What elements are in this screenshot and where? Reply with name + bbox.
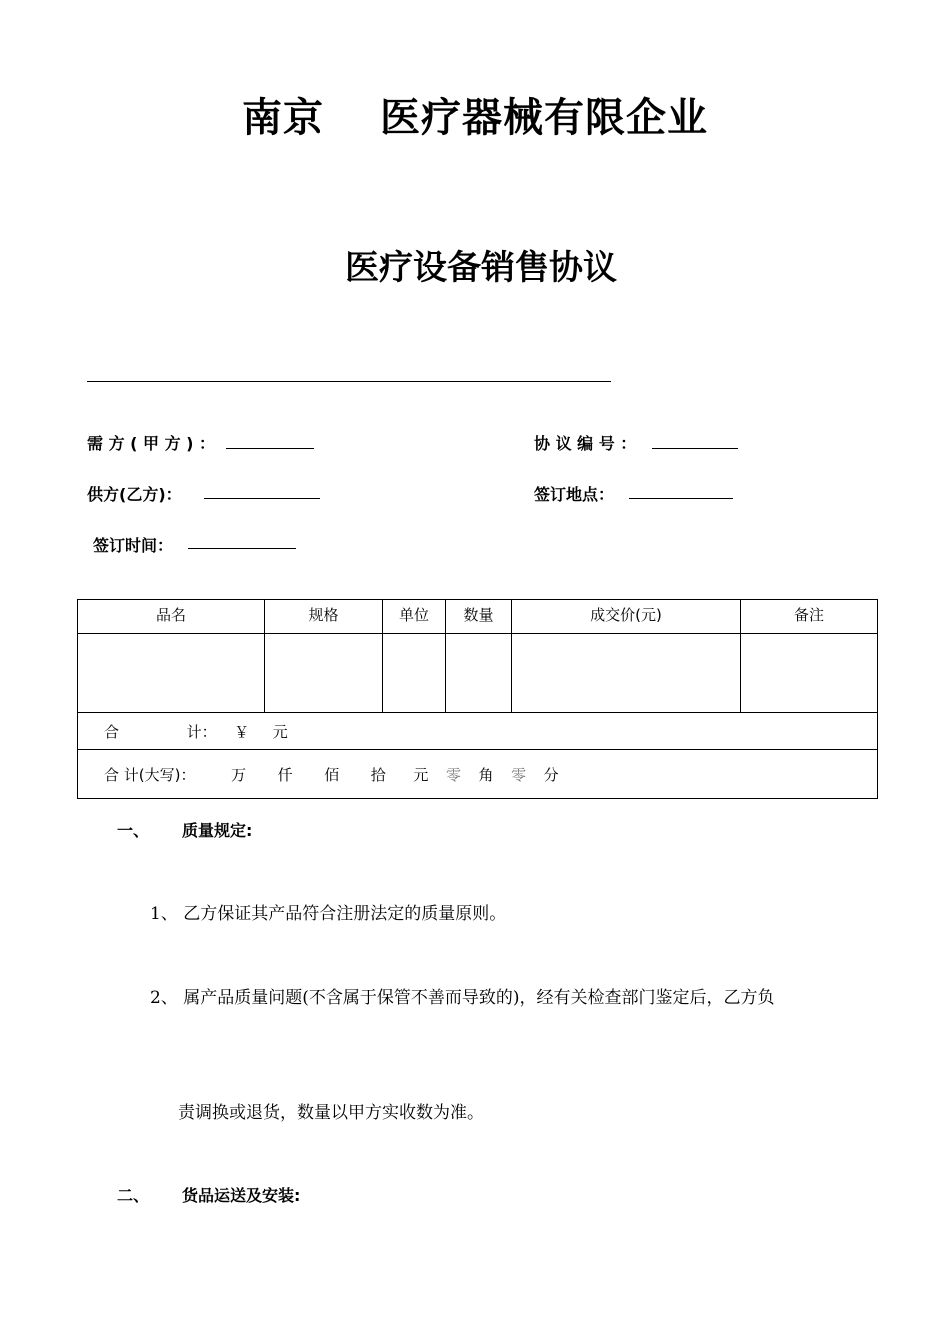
unit-bai: 佰: [324, 765, 340, 784]
total-cn-row: [78, 750, 878, 799]
total-cell: [78, 713, 878, 750]
table-cell[interactable]: [78, 634, 265, 713]
table-header-row: [78, 600, 878, 634]
sign-place-field[interactable]: [629, 498, 733, 499]
total-cn-label: 合 计(大写)：: [104, 765, 196, 784]
section-1-title: 质量规定:: [182, 821, 253, 840]
column-header: 备注: [741, 600, 878, 634]
total-cn-cell: [78, 750, 878, 799]
unit-shi: 拾: [370, 765, 386, 784]
unit-qian: 仟: [277, 765, 293, 784]
total-unit: 元: [272, 722, 288, 741]
buyer-label: 需 方 ( 甲 方 ) ：: [87, 434, 216, 453]
total-label-b: 计：: [186, 722, 217, 741]
section-1-number: 一、: [117, 821, 150, 840]
table-cell[interactable]: [446, 634, 512, 713]
column-header: 成交价(元): [512, 600, 741, 634]
table-cell[interactable]: [265, 634, 383, 713]
currency-symbol: ￥: [234, 722, 250, 741]
company-name: [0, 86, 950, 143]
top-rule: [87, 381, 611, 382]
unit-wan: 万: [231, 765, 247, 784]
unit-jiao: 角: [478, 765, 494, 784]
supplier-field[interactable]: [204, 498, 320, 499]
column-header: 数量: [446, 600, 512, 634]
zero-2: 零: [511, 765, 527, 784]
column-header: 单位: [383, 600, 446, 634]
sign-place-label: 签订地点：: [534, 485, 615, 504]
zero-1: 零: [445, 765, 461, 784]
table-cell[interactable]: [741, 634, 878, 713]
quality-clause-2-cont: 责调换或退货，数量以甲方实收数为准。: [178, 1103, 484, 1123]
contract-no-field[interactable]: [652, 448, 738, 449]
total-row: [78, 713, 878, 750]
table-cell[interactable]: [383, 634, 446, 713]
items-table: [77, 599, 878, 799]
total-label-a: 合: [104, 722, 120, 741]
supplier-label: 供方(乙方)：: [87, 485, 182, 504]
section-2-title: 货品运送及安装:: [182, 1186, 301, 1205]
table-cell[interactable]: [512, 634, 741, 713]
company-name-part1: 南京: [242, 95, 324, 141]
column-header: 规格: [265, 600, 383, 634]
quality-clause-2: 2、 属产品质量问题(不含属于保管不善而导致的)，经有关检查部门鉴定后，乙方负: [150, 988, 775, 1008]
contract-no-label: 协 议 编 号 ：: [534, 434, 637, 453]
company-name-part2: 医疗器械有限企业: [380, 95, 708, 141]
unit-fen: 分: [543, 765, 559, 784]
buyer-field[interactable]: [226, 448, 314, 449]
column-header: 品名: [78, 600, 265, 634]
sign-time-label: 签订时间：: [93, 536, 174, 555]
sign-time-field[interactable]: [188, 548, 296, 549]
table-row: [78, 634, 878, 713]
unit-yuan: 元: [413, 765, 429, 784]
section-2-number: 二、: [117, 1186, 150, 1205]
document-title: 医疗设备销售协议: [345, 248, 617, 288]
quality-clause-1: 1、 乙方保证其产品符合注册法定的质量原则。: [150, 904, 507, 924]
